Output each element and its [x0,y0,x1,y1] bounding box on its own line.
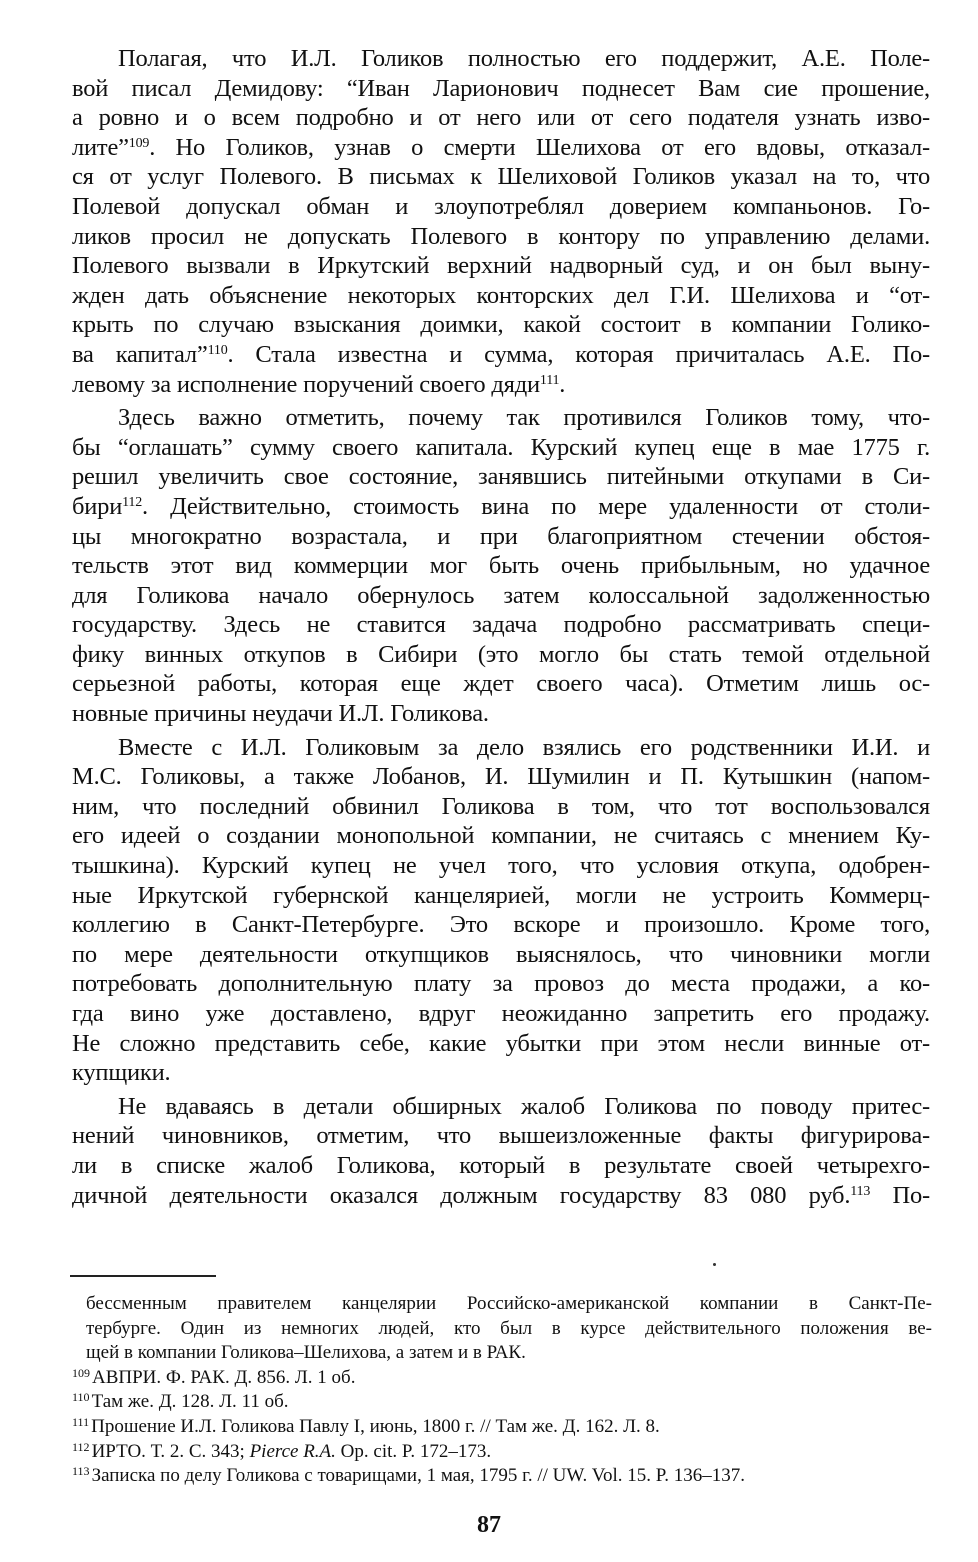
text-line [72,162,930,192]
text-segment: потребовать дополнительную плату за провоз до места продажи, а ко- [72,970,930,998]
text-segment: государству. Здесь не ставится задача подробно рассматривать специ- [72,611,930,639]
footnote [72,1390,932,1415]
text-line [72,640,930,670]
paragraph [72,44,930,399]
scan-speck [713,1263,716,1266]
text-line [72,610,930,640]
footnote-reference: 109 [128,135,150,151]
text-line [72,74,930,104]
text-segment: нений чиновников, отметим, что вышеизложенные факты фигурирова- [72,1122,930,1150]
text-line [72,370,930,400]
text-segment: ва капитал” [72,340,208,368]
footnote-reference: 113 [850,1183,871,1199]
paragraph [72,403,930,729]
text-line [72,310,930,340]
text-line [72,792,930,822]
text-line [72,1029,930,1059]
text-line [72,969,930,999]
text-segment: левому за исполнение поручений своего дяди [72,370,540,398]
text-segment: М.С. Голиковы, а также Лобанов, И. Шумилин и П. Кутышкин (напом- [72,763,930,791]
text-line [72,851,930,881]
text-segment: Не вдаваясь в детали обширных жалоб Голикова по поводу притес- [118,1092,930,1120]
text-segment: ные Иркутской губернской канцелярией, могли не устроить Коммерц- [72,881,930,909]
text-segment: тельств этот вид коммерции мог быть очень прибыльным, но удачное [72,552,930,580]
text-line [72,881,930,911]
text-line [72,1121,930,1151]
text-segment: по мере деятельности откупщиков выяснялось, что чиновники могли [72,940,930,968]
text-segment: ли в списке жалоб Голикова, который в результате своей четырехго- [72,1151,930,1179]
text-segment: . Действительно, стоимость вина по мере удаленности от столи- [142,492,930,520]
text-segment: новные причины неудачи И.Л. Голикова. [72,700,489,728]
text-line [72,999,930,1029]
text-line [72,699,930,729]
footnotes [72,1292,932,1489]
text-line [72,910,930,940]
text-segment: его идеей о создании монопольной компании, не считаясь с мнением Ку- [72,822,930,850]
footnote-number: 113 [72,1464,90,1479]
footnote-text: Записка по делу Голикова с товарищами, 1 мая, 1795 г. // UW. Vol. 15. P. 136–137. [91,1465,745,1487]
text-line [72,281,930,311]
text-line [72,1151,930,1181]
text-segment: Здесь важно отметить, почему так противился Голиков тому, что- [118,404,930,432]
footnote [72,1415,932,1440]
paragraph [72,733,930,1088]
footnote [72,1440,932,1465]
text-segment: тышкина). Курский купец не учел того, что условия откупа, одобрен- [72,852,930,880]
text-line [72,581,930,611]
text-line [72,433,930,463]
text-segment: для Голикова начало обернулось затем колоссальной задолженностью [72,581,930,609]
text-segment: а ровно и о всем подробно и от него или от сего подателя узнать изво- [72,104,930,132]
text-segment: коллегию в Санкт-Петербурге. Это вскоре и произошло. Кроме того, [72,911,930,939]
text-segment: ся от услуг Полевого. В письмах к Шелиховой Голиков указал на то, что [72,163,930,191]
footnote-number: 112 [72,1439,90,1454]
text-segment: Вместе с И.Л. Голиковым за дело взялись его родственники И.И. и [118,733,930,761]
text-line [72,492,930,522]
text-segment: гда вино уже доставлено, вдруг неожиданно запретить его продажу. [72,1000,930,1027]
text-line [72,340,930,370]
text-segment: купщики. [72,1059,171,1087]
footnote-text: ИРТО. Т. 2. С. 343; [91,1440,250,1462]
text-segment: крыть по случаю взыскания доимки, какой состоит в компании Голико- [72,311,930,339]
footnote-continuation-line: бессменным правителем канцелярии Российско-американской компании в Санкт-Пе- [86,1293,932,1314]
text-line [72,222,930,252]
text-segment: лите” [72,133,129,161]
text-line [72,1092,930,1122]
text-segment: жден дать объяснение некоторых конторских дел Г.И. Шелихова и “от- [72,281,930,309]
text-segment: По- [870,1181,930,1209]
text-line [72,762,930,792]
text-segment: бири [72,492,123,520]
page-number: 87 [477,1512,501,1538]
footnote-number: 111 [72,1414,90,1429]
footnote [72,1464,932,1489]
text-line [72,103,930,133]
text-line [72,522,930,552]
footnote-text: Прошение И.Л. Голикова Павлу I, июнь, 1800 г. // Там же. Д. 162. Л. 8. [91,1415,660,1437]
text-segment: Не сложно представить себе, какие убытки при этом несли винные от- [72,1029,930,1057]
text-segment: вой писал Демидову: “Иван Ларионович поднесет Вам сие прошение, [72,74,930,102]
text-segment: решил увеличить свое состояние, занявшись питейными откупами в Си- [72,463,930,491]
text-segment: . Стала известна и сумма, которая причиталась А.Е. По- [227,340,930,368]
text-line [72,403,930,433]
text-line [72,940,930,970]
text-line [72,821,930,851]
text-line [72,462,930,492]
text-segment: бы “оглашать” сумму своего капитала. Курский купец еще в мае 1775 г. [72,433,930,461]
text-segment: ним, что последний обвинил Голикова в том, что тот воспользовался [72,792,930,820]
footnote-number: 110 [72,1390,90,1405]
text-segment: . [559,370,566,398]
text-segment: дичной деятельности оказался должным государству 83 080 руб. [72,1181,851,1209]
text-segment: ликов просил не допускать Полевого в контору по управлению делами. [72,222,930,250]
footnote-separator [70,1275,216,1277]
text-segment: Полагая, что И.Л. Голиков полностью его поддержит, А.Е. Поле- [118,45,930,72]
footnote-reference: 111 [539,372,560,388]
body-text [72,44,930,1214]
footnote-reference: 110 [207,342,228,358]
text-line [72,733,930,763]
text-segment: . Но Голиков, узнав о смерти Шелихова от его вдовы, отказал- [149,133,930,161]
footnote-continuation-line: тербурге. Один из немногих людей, кто был в курсе действительного положения ве- [86,1317,932,1339]
text-line [72,192,930,222]
footnote-text: Там же. Д. 128. Л. 11 об. [91,1391,289,1413]
text-segment: Полевой допускал обман и злоупотреблял доверием компаньонов. Го- [72,192,930,220]
text-line [72,551,930,581]
text-line [72,1181,930,1211]
footnote-text-rest: Op. cit. P. 172–173. [335,1440,492,1462]
footnote-author: Pierce R.A. [249,1440,336,1462]
footnote [72,1366,932,1391]
text-line [72,1058,930,1088]
text-segment: Полевого вызвали в Иркутский верхний надворный суд, и он был выну- [72,252,930,280]
text-segment: фику винных откупов в Сибири (это могло бы стать темой отдельной [72,640,930,668]
text-line [72,44,930,74]
paragraph [72,1092,930,1210]
footnote-number: 109 [72,1365,90,1380]
text-line [72,133,930,163]
text-line [72,251,930,281]
footnote-text: АВПРИ. Ф. РАК. Д. 856. Л. 1 об. [92,1366,356,1388]
footnote-continuation-line: щей в компании Голикова–Шелихова, а затем и в РАК. [86,1342,526,1364]
text-segment: серьезной работы, которая еще ждет своего часа). Отметим лишь ос- [72,670,930,698]
footnote-reference: 112 [122,494,143,510]
text-line [72,669,930,699]
text-segment: цы многократно возрастала, и при благоприятном стечении обстоя- [72,522,930,550]
